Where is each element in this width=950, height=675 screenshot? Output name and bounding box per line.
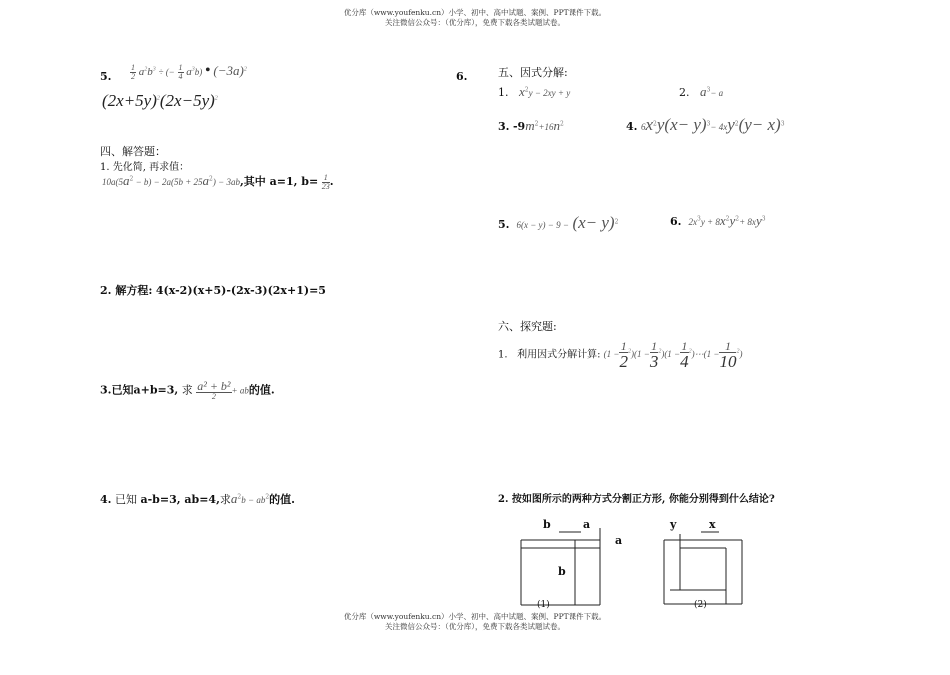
frac-one-23: $\frac{1}{23}$ (321, 172, 330, 191)
explore-1: 1. 利用因式分解计算: (1 − $\frac{1}{2}$ $^2$)(1 − $\frac{1}{3}$ $^2$)(1 − $\frac{1}{4}$ $^2$)⋯(1 − $\frac{1}{10}$ $^2$) (498, 339, 743, 371)
factor-1: 1. $x^2y - 2xy + y$ (498, 84, 571, 99)
figure-1-square (515, 520, 610, 608)
q4: 4. 已知 a-b=3, ab=4,求$a^2b - ab^2$的值. (100, 491, 295, 506)
factor-5: 5. $6(x - y) - 9 - (x- y)^2$ (498, 213, 619, 232)
fig1-inner-b: b (558, 565, 566, 578)
header-line-2: 关注微信公众号：（优分库），免费下载各类试题试卷。 (385, 18, 565, 27)
frac-a2b2-over-2: $\frac{\text{a² + b²}}{2}$ (197, 379, 231, 401)
q5-line2: $(2x+5y)^2(2x-5y)^2$ (102, 91, 218, 110)
q3: 3.已知a+b=3, 求 $\frac{\text{a² + b²}}{2}$ + ab的值. (100, 379, 275, 401)
header-line-1: 优分库（www.youfenku.cn）小学、初中、高中试题、案例、PPT课件下载。 (343, 8, 607, 17)
product-term: (1 − $\frac{1}{4}$ $^2$) (664, 339, 695, 371)
product-term: (1 − $\frac{1}{3}$ $^2$) (633, 339, 665, 371)
factor-3: 3. $-9m^2+16n^2$ (498, 118, 564, 133)
q5-number: 5. (100, 70, 112, 83)
factor-2: 2. $a^3- a$ (679, 84, 724, 99)
fig2-label-y: y (670, 518, 677, 531)
fig1-label-a: a (583, 518, 591, 531)
fig2-caption: (2) (694, 600, 707, 610)
q5-expression: $\frac{1}{2}$ $a^2b^3$ ÷ (− $\frac{1}{4}$ $a^3b$) • $(-3a)^2$ (131, 62, 247, 81)
q1-expression: $10a(5a^2 - b) - 2a(5b + 25a^2) - 3ab$,其中 a=1, b= $\frac{1}{23}$ . (102, 172, 334, 191)
q1-title: 1. 先化简, 再求值： (100, 162, 190, 173)
q6-number: 6. (456, 70, 468, 83)
term-fraction: $\frac{1}{3}$ (649, 339, 659, 371)
section5-title: 五、因式分解: (498, 66, 568, 79)
footer-line-1: 优分库（www.youfenku.cn）小学、初中、高中试题、案例、PPT课件下载。 (343, 612, 607, 621)
factor-4: 4. $6x^2y(x- y)^3- 4xy^2(y- x)^3$ (626, 115, 785, 134)
fig1-caption: (1) (537, 600, 550, 610)
fig2-label-x: x (709, 518, 716, 531)
product-term: ⋯(1 − $\frac{1}{10}$ $^2$) (694, 339, 743, 371)
factor-6: 6. $2x^3y + 8x^2y^2+ 8xy^3$ (670, 213, 766, 228)
fig1-side-a: a (615, 534, 623, 547)
term-fraction: $\frac{1}{2}$ (619, 339, 628, 371)
frac-one-quarter: $\frac{1}{4}$ (178, 62, 183, 81)
term-fraction: $\frac{1}{4}$ (680, 339, 689, 371)
product-term: (1 − $\frac{1}{2}$ $^2$) (603, 339, 634, 371)
frac-one-half: $\frac{1}{2}$ (131, 62, 135, 81)
fig1-label-b: b (543, 518, 551, 531)
footer-line-2: 关注微信公众号：（优分库），免费下载各类试题试卷。 (385, 622, 565, 631)
section4-title: 四、解答题： (100, 145, 166, 158)
term-fraction: $\frac{1}{10}$ (719, 339, 737, 371)
section6-title: 六、探究题: (498, 320, 557, 333)
figure-2-square (656, 520, 748, 608)
q2: 2. 解方程: 4(x-2)(x+5)-(2x-3)(2x+1)=5 (100, 284, 326, 297)
explore-2: 2. 按如图所示的两种方式分割正方形, 你能分别得到什么结论? (498, 494, 775, 505)
